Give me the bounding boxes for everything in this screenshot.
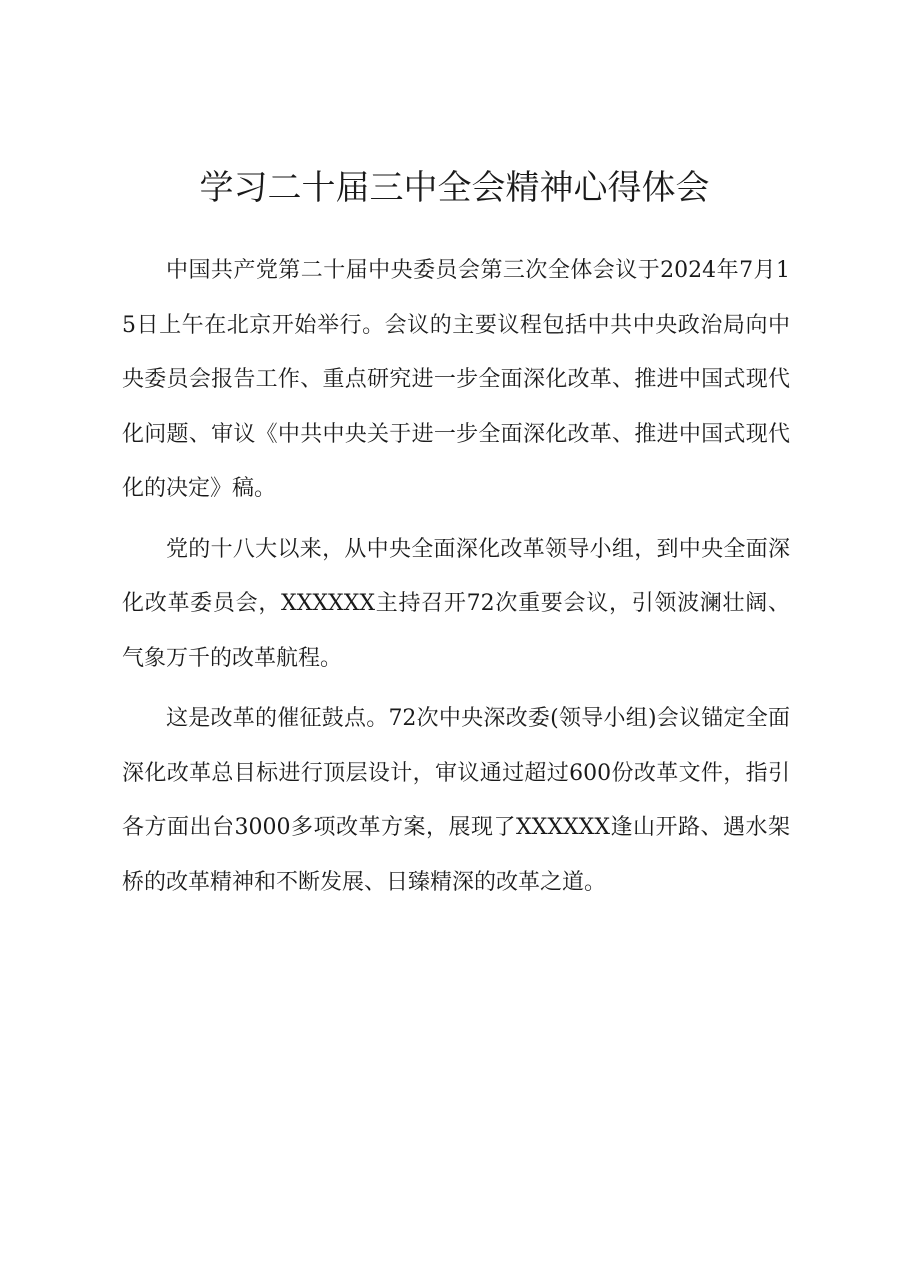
paragraph-reform-drumbeat: 这是改革的催征鼓点。72次中央深改委(领导小组)会议锚定全面深化改革总目标进行顶层设计，审议通过超过600份改革文件，指引各方面出台3000多项改革方案，展现了XXXXXX逢山开路、遇水架桥的改革精神和不断发展、日臻精深的改革之道。	[122, 706, 790, 895]
document-body	[122, 244, 790, 910]
paragraph-meeting-intro: 中国共产党第二十届中央委员会第三次全体会议于2024年7月15日上午在北京开始举行。会议的主要议程包括中共中央政治局向中央委员会报告工作、重点研究进一步全面深化改革、推进中国式现代化问题、审议《中共中央关于进一步全面深化改革、推进中国式现代化的决定》稿。	[122, 258, 790, 501]
paragraph-reform-meetings: 党的十八大以来，从中央全面深化改革领导小组，到中央全面深化改革委员会，XXXXXX主持召开72次重要会议，引领波澜壮阔、气象万千的改革航程。	[122, 536, 790, 671]
document-title: 学习二十届三中全会精神心得体会	[199, 168, 710, 208]
